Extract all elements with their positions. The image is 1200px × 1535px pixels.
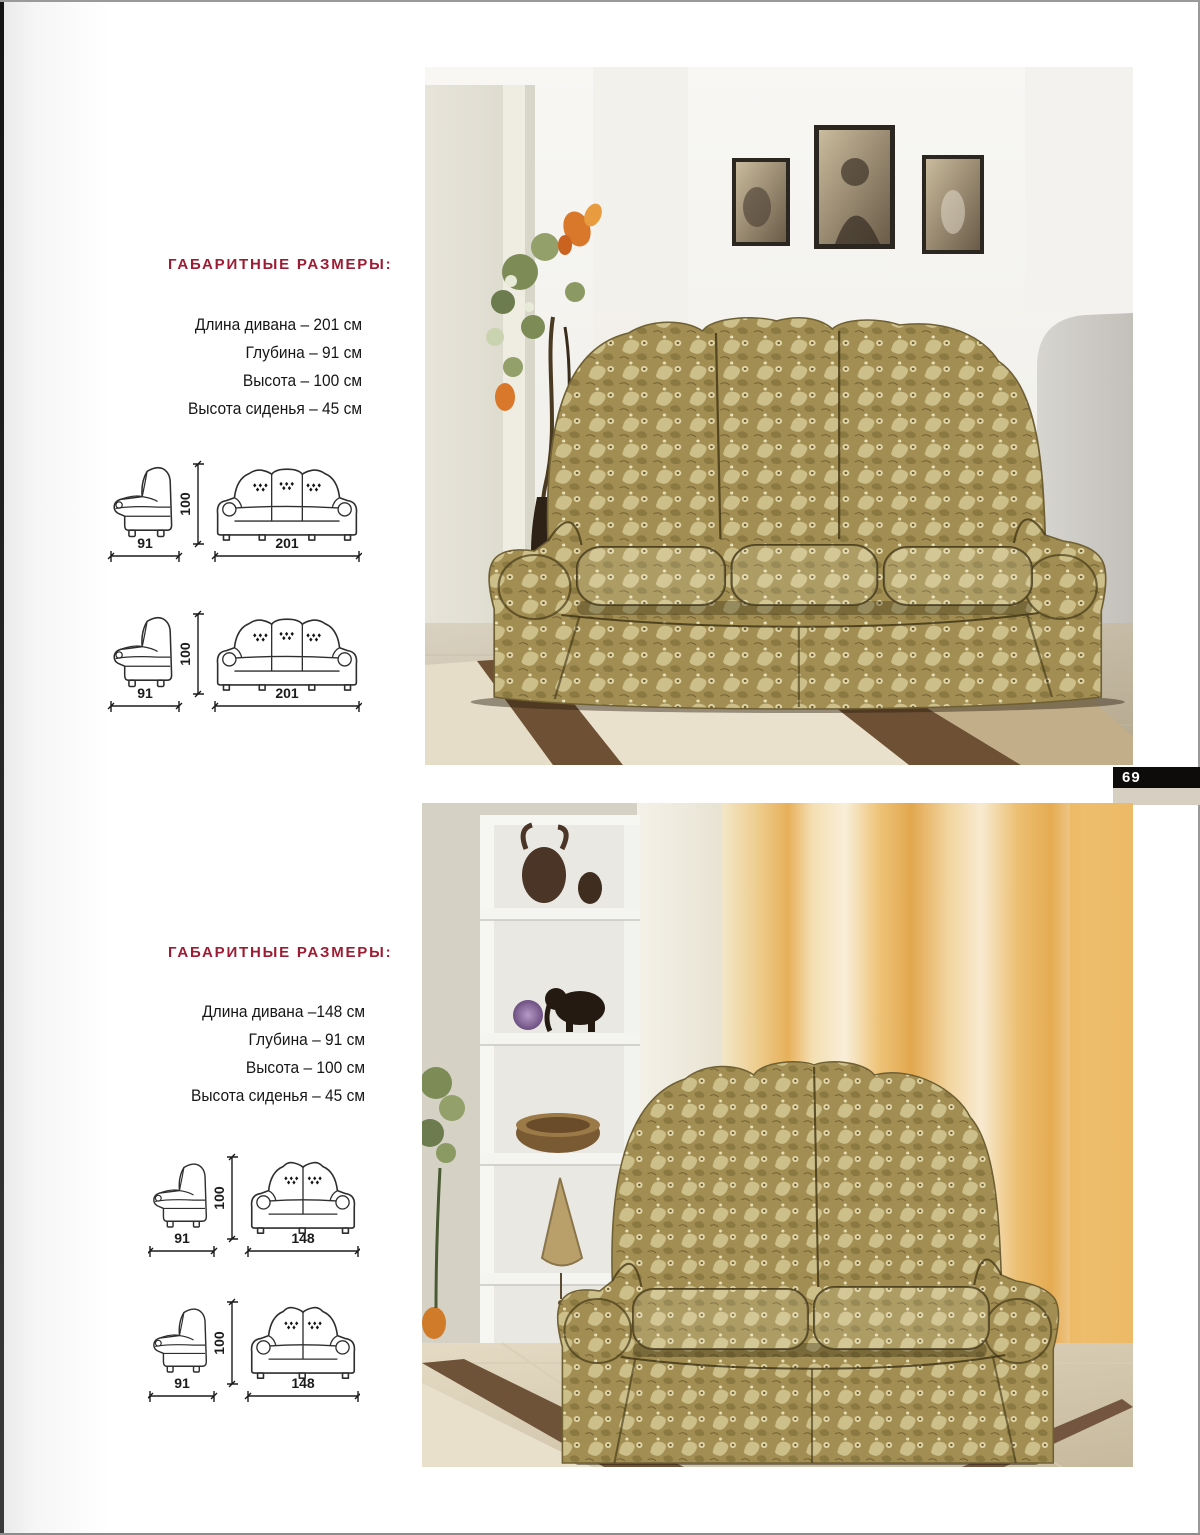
dark-egg-ornament: [578, 872, 602, 904]
dimension-diagram-row: [106, 602, 362, 720]
height-dimension-label: 100: [211, 1331, 227, 1355]
orange-flower: [422, 1307, 446, 1339]
wooden-bowl: [516, 1113, 600, 1153]
purple-sphere: [513, 1000, 543, 1030]
spec-depth: Глубина – 91 см: [245, 344, 362, 362]
interior-scene-three-seat: [425, 67, 1133, 765]
spec-list: [151, 998, 365, 1110]
length-dimension-label: 201: [275, 685, 299, 701]
section-title-dimensions: ГАБАРИТНЫЕ РАЗМЕРЫ:: [168, 944, 393, 961]
section-title-dimensions: ГАБАРИТНЫЕ РАЗМЕРЫ:: [168, 256, 393, 273]
spec-seat-height: Высота сиденья – 45 см: [188, 400, 362, 418]
spec-sofa-length: Длина дивана –148 см: [202, 1003, 365, 1021]
dimension-diagram-row: [148, 1147, 360, 1265]
depth-dimension-label: 91: [137, 685, 153, 701]
sofa-front-view-drawing: [252, 1163, 355, 1234]
framed-picture: [814, 125, 895, 249]
product-photo-two-seat-sofa: [422, 803, 1133, 1467]
dimension-diagram-row: [148, 1292, 360, 1410]
chair-side-view-drawing: [114, 618, 171, 687]
page-left-edge: [0, 0, 4, 1535]
depth-dimension-label: 91: [137, 535, 153, 551]
spec-depth: Глубина – 91 см: [248, 1031, 365, 1049]
length-dimension-label: 148: [291, 1230, 315, 1246]
spec-height: Высота – 100 см: [245, 1059, 365, 1077]
chair-side-view-drawing: [154, 1309, 206, 1372]
spec-sofa-length: Длина дивана – 201 см: [194, 316, 362, 334]
depth-dimension-label: 91: [174, 1375, 190, 1391]
depth-dimension-label: 91: [174, 1230, 190, 1246]
length-dimension-label: 148: [291, 1375, 315, 1391]
spec-height: Высота – 100 см: [242, 372, 362, 390]
page-number-tab: [1113, 767, 1200, 788]
product-photo-three-seat-sofa: [425, 67, 1133, 765]
length-dimension-label: 201: [275, 535, 299, 551]
height-dimension-label: 100: [177, 492, 193, 516]
spec-seat-height: Высота сиденья – 45 см: [191, 1087, 365, 1105]
height-dimension-label: 100: [211, 1186, 227, 1210]
sofa-front-view-drawing: [217, 469, 356, 540]
height-dimension-label: 100: [177, 642, 193, 666]
dimension-diagram-row: [106, 452, 362, 570]
framed-picture: [732, 158, 790, 246]
chair-side-view-drawing: [154, 1164, 206, 1227]
chair-side-view-drawing: [114, 468, 171, 537]
sofa-front-view-drawing: [217, 619, 356, 690]
page-top-border: [0, 0, 1200, 2]
page-number: 69: [1122, 769, 1141, 786]
spec-list: [148, 311, 362, 423]
interior-scene-two-seat: [422, 803, 1133, 1467]
sofa-front-view-drawing: [252, 1308, 355, 1379]
framed-picture: [922, 155, 984, 254]
